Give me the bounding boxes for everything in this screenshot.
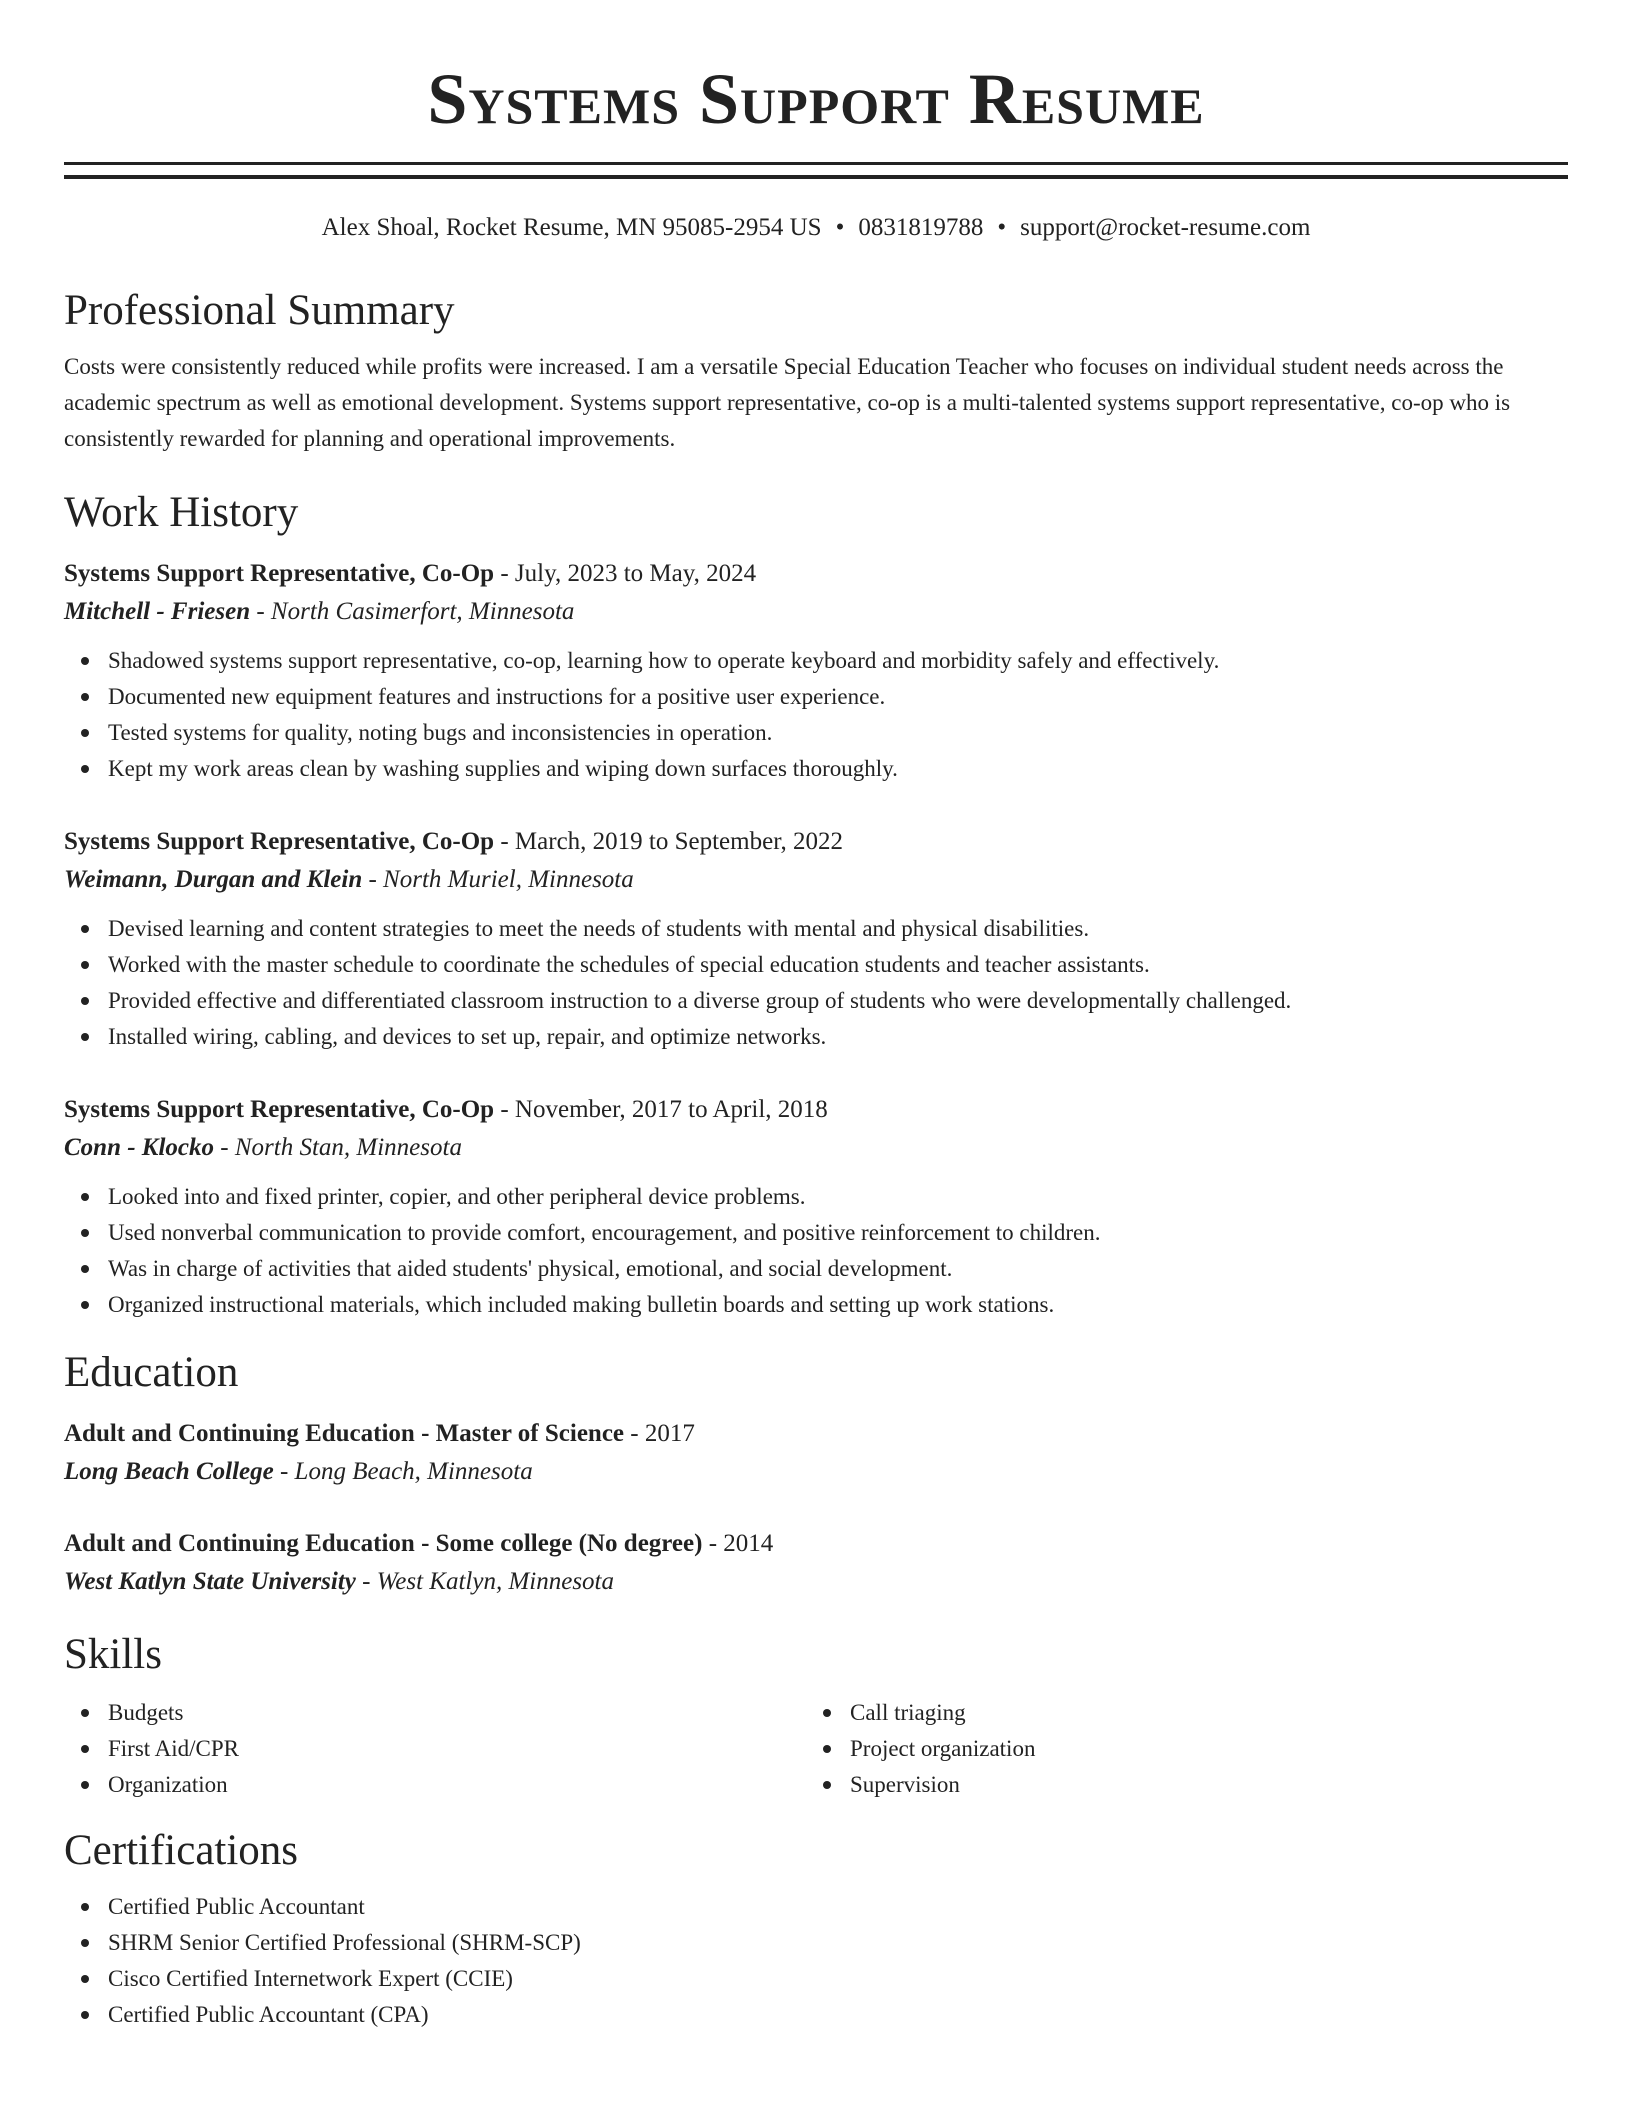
list-item: Kept my work areas clean by washing supplies and wiping down surfaces thoroughly. bbox=[64, 751, 1568, 787]
job-title: Systems Support Representative, Co-Op bbox=[64, 1096, 495, 1123]
certification-item: SHRM Senior Certified Professional (SHRM-SCP) bbox=[64, 1925, 1568, 1961]
job-title: Systems Support Representative, Co-Op bbox=[64, 828, 495, 855]
contact-email: support@rocket-resume.com bbox=[1020, 214, 1311, 241]
summary-heading: Professional Summary bbox=[64, 287, 455, 334]
resume-page bbox=[64, 0, 1568, 2033]
degree: Adult and Continuing Education - Master of Science bbox=[64, 1420, 625, 1447]
education-entry bbox=[64, 1415, 1568, 1491]
resume-title: Systems Support Resume bbox=[427, 59, 1205, 139]
list-item: Provided effective and differentiated classroom instruction to a diverse group of students who were developmentally challenged. bbox=[64, 983, 1568, 1019]
skills-column-right bbox=[806, 1695, 1548, 1803]
job-dates: - November, 2017 to April, 2018 bbox=[494, 1096, 828, 1123]
job-company-line bbox=[64, 1129, 1568, 1167]
list-item: Used nonverbal communication to provide comfort, encouragement, and positive reinforcement to children. bbox=[64, 1215, 1568, 1251]
summary-text: Costs were consistently reduced while profits were increased. I am a versatile Special Education Teacher who focuses on individual student needs across the academic spectrum as well as emotional development. Systems support representative, co-op is a multi-talented systems support representative, co-op who is consistently rewarded for planning and operational improvements. bbox=[64, 354, 1511, 451]
contact-line bbox=[64, 211, 1568, 245]
skills-heading: Skills bbox=[64, 1631, 162, 1678]
skill-item: First Aid/CPR bbox=[64, 1731, 806, 1767]
job-title: Systems Support Representative, Co-Op bbox=[64, 560, 495, 587]
job-location: - North Stan, Minnesota bbox=[214, 1134, 462, 1161]
list-item: Documented new equipment features and instructions for a positive user experience. bbox=[64, 679, 1568, 715]
list-item: Worked with the master schedule to coordinate the schedules of special education students and teacher assistants. bbox=[64, 947, 1568, 983]
education-heading: Education bbox=[64, 1349, 239, 1396]
skills-list bbox=[806, 1695, 1548, 1803]
education-entry bbox=[64, 1525, 1568, 1601]
job-duties-list bbox=[64, 643, 1568, 787]
list-item: Looked into and fixed printer, copier, and other peripheral device problems. bbox=[64, 1179, 1568, 1215]
skill-item: Project organization bbox=[806, 1731, 1548, 1767]
certifications-list bbox=[64, 1889, 1568, 2033]
job-location: - North Casimerfort, Minnesota bbox=[250, 598, 575, 625]
job-duties-list bbox=[64, 911, 1568, 1055]
school-location: - West Katlyn, Minnesota bbox=[355, 1568, 614, 1595]
skill-item: Organization bbox=[64, 1767, 806, 1803]
skill-item: Budgets bbox=[64, 1695, 806, 1731]
skills-column-left bbox=[64, 1695, 806, 1803]
degree-year: - 2014 bbox=[702, 1530, 774, 1557]
job-title-line bbox=[64, 1091, 1568, 1129]
school-line bbox=[64, 1563, 1568, 1601]
certification-item: Cisco Certified Internetwork Expert (CCIE) bbox=[64, 1961, 1568, 1997]
school-line bbox=[64, 1453, 1568, 1491]
job-company: Mitchell - Friesen bbox=[64, 598, 251, 625]
certification-item: Certified Public Accountant (CPA) bbox=[64, 1997, 1568, 2033]
degree: Adult and Continuing Education - Some college (No degree) bbox=[64, 1530, 703, 1557]
degree-line bbox=[64, 1415, 1568, 1453]
job-company-line bbox=[64, 593, 1568, 631]
list-item: Devised learning and content strategies to meet the needs of students with mental and physical disabilities. bbox=[64, 911, 1568, 947]
skill-item: Supervision bbox=[806, 1767, 1548, 1803]
job-entry bbox=[64, 823, 1568, 1055]
skill-item: Call triaging bbox=[806, 1695, 1548, 1731]
job-company: Weimann, Durgan and Klein bbox=[64, 866, 363, 893]
job-duties-list bbox=[64, 1179, 1568, 1323]
list-item: Tested systems for quality, noting bugs and inconsistencies in operation. bbox=[64, 715, 1568, 751]
job-company-line bbox=[64, 861, 1568, 899]
school-location: - Long Beach, Minnesota bbox=[273, 1458, 533, 1485]
job-location: - North Muriel, Minnesota bbox=[362, 866, 634, 893]
contact-separator: • bbox=[997, 214, 1007, 241]
job-title-line bbox=[64, 555, 1568, 593]
list-item: Was in charge of activities that aided students' physical, emotional, and social development. bbox=[64, 1251, 1568, 1287]
degree-line bbox=[64, 1525, 1568, 1563]
certifications-heading: Certifications bbox=[64, 1827, 299, 1874]
job-title-line bbox=[64, 823, 1568, 861]
contact-address: Alex Shoal, Rocket Resume, MN 95085-2954 US bbox=[321, 214, 822, 241]
skills-list bbox=[64, 1695, 806, 1803]
list-item: Organized instructional materials, which included making bulletin boards and setting up work stations. bbox=[64, 1287, 1568, 1323]
job-dates: - July, 2023 to May, 2024 bbox=[494, 560, 757, 587]
skills-grid bbox=[64, 1695, 1568, 1803]
work-history-heading: Work History bbox=[64, 489, 299, 536]
contact-phone: 0831819788 bbox=[858, 214, 984, 241]
degree-year: - 2017 bbox=[624, 1420, 695, 1447]
school-name: Long Beach College bbox=[64, 1458, 274, 1485]
job-company: Conn - Klocko bbox=[64, 1134, 215, 1161]
list-item: Shadowed systems support representative, co-op, learning how to operate keyboard and morbidity safely and effectively. bbox=[64, 643, 1568, 679]
contact-separator: • bbox=[835, 214, 845, 241]
job-dates: - March, 2019 to September, 2022 bbox=[494, 828, 844, 855]
school-name: West Katlyn State University bbox=[64, 1568, 356, 1595]
list-item: Installed wiring, cabling, and devices to set up, repair, and optimize networks. bbox=[64, 1019, 1568, 1055]
title-double-rule bbox=[64, 162, 1568, 179]
certification-item: Certified Public Accountant bbox=[64, 1889, 1568, 1925]
job-entry bbox=[64, 1091, 1568, 1323]
job-entry bbox=[64, 555, 1568, 787]
